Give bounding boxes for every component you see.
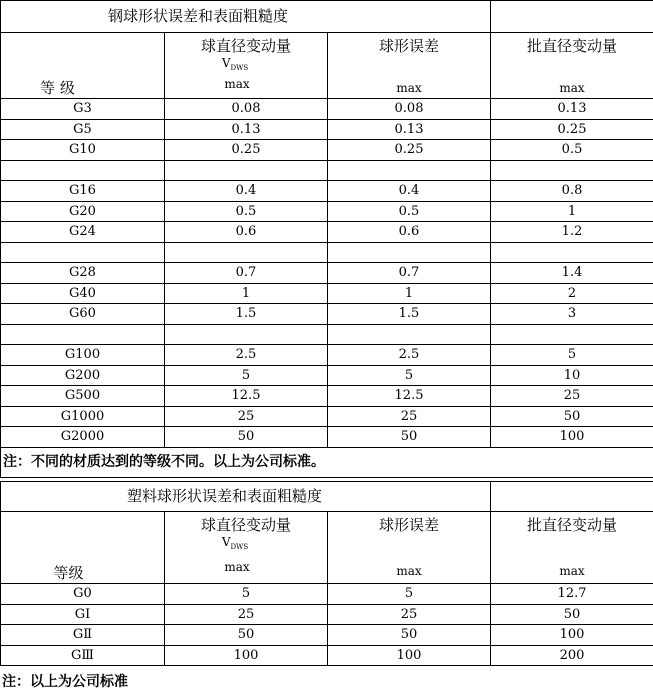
column-max-label: max [224, 560, 250, 574]
value-cell: 2 [491, 283, 653, 304]
grade-cell [1, 160, 165, 181]
value-cell: 12.5 [328, 386, 491, 407]
grade-cell: G28 [1, 263, 165, 284]
table-row [1, 345, 653, 366]
grade-cell [1, 324, 165, 345]
value-cell: 0.8 [491, 181, 653, 202]
table-row [1, 99, 653, 120]
plastic-ball-table [0, 481, 653, 666]
column-title: 球直径变动量 [200, 37, 291, 55]
grade-cell: GⅢ [1, 645, 165, 666]
table-row [1, 119, 653, 140]
grade-cell: G500 [1, 386, 165, 407]
value-cell [491, 242, 653, 263]
value-cell: 2.5 [165, 345, 328, 366]
value-cell: 0.5 [165, 201, 328, 222]
grade-cell: G20 [1, 201, 165, 222]
value-cell [491, 160, 653, 181]
value-cell [328, 160, 491, 181]
value-cell: 1.5 [328, 304, 491, 325]
table-row [1, 645, 653, 666]
value-cell: 10 [491, 365, 653, 386]
column-title: 批直径变动量 [527, 37, 618, 55]
value-cell: 25 [491, 386, 653, 407]
steel-table-note: 注：不同的材质达到的等级不同。以上为公司标准。 [1, 447, 653, 477]
value-cell: 5 [328, 365, 491, 386]
value-cell: 0.4 [165, 181, 328, 202]
table-row [1, 242, 653, 263]
table-row [1, 283, 653, 304]
plastic-title-empty-cell [491, 482, 653, 512]
grade-cell: G16 [1, 181, 165, 202]
value-cell: 12.7 [491, 584, 653, 605]
value-cell: 100 [328, 645, 491, 666]
value-cell: 3 [491, 304, 653, 325]
value-cell: 100 [165, 645, 328, 666]
value-cell: 0.13 [491, 99, 653, 120]
value-cell: 0.6 [328, 222, 491, 243]
value-cell: 1.4 [491, 263, 653, 284]
table-row [1, 365, 653, 386]
column-max-label: max [224, 77, 250, 91]
value-cell: 0.5 [328, 201, 491, 222]
steel-table-body [1, 99, 653, 448]
value-cell [328, 242, 491, 263]
value-cell: 25 [328, 604, 491, 625]
column-title: 球直径变动量 [200, 516, 291, 534]
table-row [1, 427, 653, 448]
grade-cell: G24 [1, 222, 165, 243]
value-cell: 1 [165, 283, 328, 304]
value-cell: 12.5 [165, 386, 328, 407]
column-max-label: max [559, 81, 585, 95]
column-title: 球形误差 [379, 516, 440, 534]
value-cell: 5 [491, 345, 653, 366]
steel-col-diameter-variation [165, 33, 328, 99]
value-cell: 0.25 [165, 140, 328, 161]
table-row [1, 584, 653, 605]
column-title: 批直径变动量 [527, 516, 618, 534]
plastic-table-title: 塑料球形状误差和表面粗糙度 [127, 487, 323, 505]
value-cell: 0.08 [328, 99, 491, 120]
column-symbol: $V_{DWS}$ [221, 56, 249, 72]
value-cell: 100 [491, 427, 653, 448]
plastic-grade-header: 等级 [1, 512, 165, 584]
table-row [1, 304, 653, 325]
plastic-col-lot-diameter-variation [491, 512, 653, 584]
table-row [1, 160, 653, 181]
value-cell: 5 [165, 584, 328, 605]
steel-col-lot-diameter-variation [491, 33, 653, 99]
value-cell [165, 324, 328, 345]
grade-cell [1, 242, 165, 263]
column-symbol: $V_{DWS}$ [221, 535, 249, 551]
grade-cell: G10 [1, 140, 165, 161]
value-cell: 200 [491, 645, 653, 666]
value-cell [165, 160, 328, 181]
value-cell: 50 [328, 427, 491, 448]
value-cell: 1 [328, 283, 491, 304]
value-cell: 25 [165, 406, 328, 427]
value-cell [165, 242, 328, 263]
value-cell: 25 [328, 406, 491, 427]
value-cell: 100 [491, 625, 653, 646]
value-cell: 50 [165, 625, 328, 646]
value-cell: 5 [165, 365, 328, 386]
table-row [1, 222, 653, 243]
value-cell: 50 [491, 406, 653, 427]
value-cell [491, 324, 653, 345]
value-cell: 50 [491, 604, 653, 625]
grade-cell: G1000 [1, 406, 165, 427]
value-cell: 0.6 [165, 222, 328, 243]
table-row [1, 324, 653, 345]
grade-cell: G3 [1, 99, 165, 120]
grade-cell: G60 [1, 304, 165, 325]
table-row [1, 406, 653, 427]
steel-title-empty-cell [491, 1, 653, 33]
value-cell: 0.25 [491, 119, 653, 140]
column-max-label: max [396, 81, 422, 95]
value-cell: 50 [328, 625, 491, 646]
plastic-table-note: 注：以上为公司标准 [2, 674, 128, 690]
grade-cell: G5 [1, 119, 165, 140]
table-row [1, 201, 653, 222]
plastic-col-form-error [328, 512, 491, 584]
value-cell: 50 [165, 427, 328, 448]
grade-cell: GⅡ [1, 625, 165, 646]
column-max-label: max [559, 564, 585, 578]
value-cell: 0.13 [165, 119, 328, 140]
value-cell: 25 [165, 604, 328, 625]
table-row [1, 140, 653, 161]
value-cell: 1 [491, 201, 653, 222]
table-row [1, 181, 653, 202]
grade-cell: G2000 [1, 427, 165, 448]
grade-cell: G200 [1, 365, 165, 386]
value-cell: 0.08 [165, 99, 328, 120]
value-cell [328, 324, 491, 345]
grade-cell: G100 [1, 345, 165, 366]
value-cell: 0.5 [491, 140, 653, 161]
plastic-table-body [1, 584, 653, 666]
table-row [1, 625, 653, 646]
value-cell: 0.7 [165, 263, 328, 284]
value-cell: 1.2 [491, 222, 653, 243]
grade-cell: G0 [1, 584, 165, 605]
grade-cell: GⅠ [1, 604, 165, 625]
column-title: 球形误差 [379, 37, 440, 55]
value-cell: 5 [328, 584, 491, 605]
steel-col-form-error [328, 33, 491, 99]
steel-table-title: 钢球形状误差和表面粗糙度 [108, 7, 289, 25]
table-row [1, 263, 653, 284]
grade-cell: G40 [1, 283, 165, 304]
table-row [1, 386, 653, 407]
plastic-table-title-cell [1, 482, 491, 512]
steel-table-title-cell [1, 1, 491, 33]
steel-grade-header: 等 级 [1, 33, 165, 99]
value-cell: 0.13 [328, 119, 491, 140]
column-max-label: max [396, 564, 422, 578]
value-cell: 1.5 [165, 304, 328, 325]
value-cell: 2.5 [328, 345, 491, 366]
table-row [1, 604, 653, 625]
value-cell: 0.7 [328, 263, 491, 284]
plastic-col-diameter-variation [165, 512, 328, 584]
value-cell: 0.25 [328, 140, 491, 161]
value-cell: 0.4 [328, 181, 491, 202]
